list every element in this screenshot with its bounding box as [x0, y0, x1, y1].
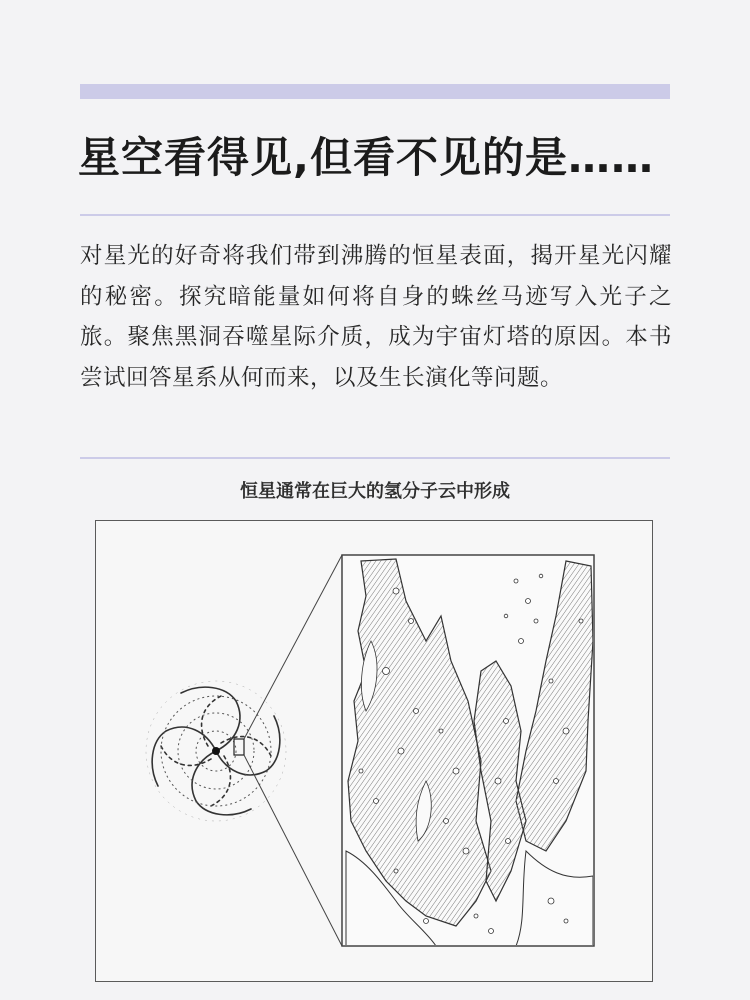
- page-title: 星空看得见,但看不见的是……: [78, 133, 654, 182]
- galaxy-sketch: [146, 681, 286, 821]
- molecular-cloud-illustration: [95, 520, 653, 982]
- divider-top: [80, 214, 670, 216]
- cloud-sketch: [96, 521, 653, 982]
- figure-caption: 恒星通常在巨大的氢分子云中形成: [240, 481, 510, 502]
- divider-bottom: [80, 457, 670, 459]
- zoomed-cloud-panel: [342, 555, 594, 946]
- zoom-lines: [244, 555, 342, 946]
- top-accent-bar: [80, 84, 670, 99]
- intro-paragraph: 对星光的好奇将我们带到沸腾的恒星表面，揭开星光闪耀的秘密。探究暗能量如何将自身的蛛丝马迹写入光子之旅。聚焦黑洞吞噬星际介质，成为宇宙灯塔的原因。本书尝试回答星系从何而来，以及生长演化等问题。: [80, 243, 672, 391]
